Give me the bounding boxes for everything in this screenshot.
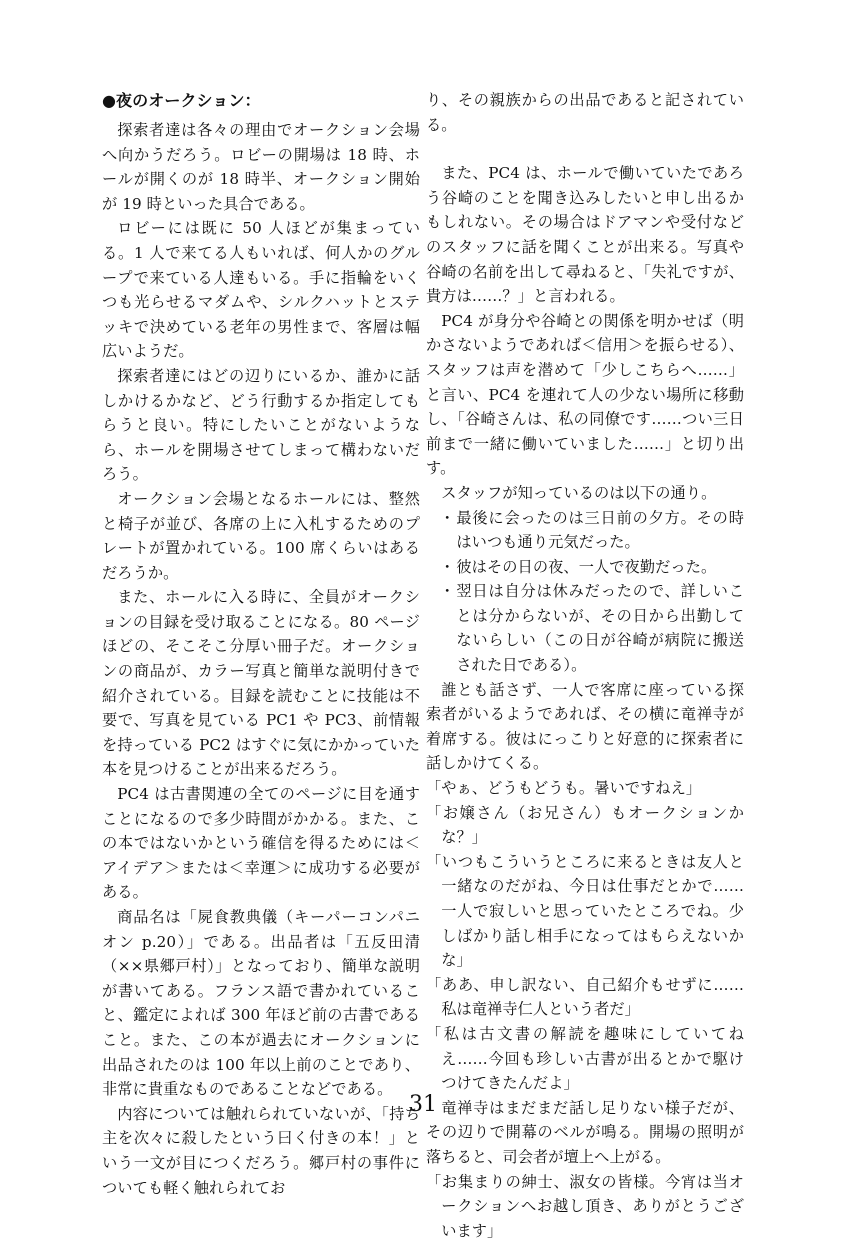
right-column: [426, 88, 744, 1243]
section-heading: ●夜のオークション：: [102, 91, 261, 110]
left-column: [102, 88, 420, 1200]
dialogue-quote: 「お集まりの紳士、淑女の皆様。今宵は当オークションへお越し頂き、ありがとうございます」: [426, 1172, 744, 1240]
dialogue-quote: 「いつもこういうところに来るときは友人と一緒なのだがね、今日は仕事だとかで……一人で寂しいと思っていたところでね。少しばかり話し相手になってはもらえないかな」: [426, 852, 744, 970]
bullet-item: ・ 彼はその日の夜、一人で夜勤だった。: [426, 555, 744, 580]
paragraph: 探索者達にはどの辺りにいるか、誰かに話しかけるかなど、どう行動するか指定してもらうと良い。特にしたいことがないようなら、ホールを開場させてしまって構わないだろう。: [102, 366, 420, 484]
paragraph: PC4 が身分や谷崎との関係を明かせば（明かさないようであれば＜信用＞を振らせる）、スタッフは声を潜めて「少しこちらへ……」と言い、PC4 を連れて人の少ない場所に移動し、「谷崎さんは、私の同僚です……つい三日前まで一緒に働いていました……」と切り出す。: [426, 311, 744, 478]
bullet-item: ・ 翌日は自分は休みだったので、詳しいことは分からないが、その日から出勤してないらしい（この日が谷崎が病院に搬送された日である）。: [426, 579, 744, 677]
paragraph: また、PC4 は、ホールで働いていたであろう谷崎のことを聞き込みしたいと申し出るかもしれない。その場合はドアマンや受付などのスタッフに話を聞くことが出来る。写真や谷崎の名前を出して尋ねると、「失礼ですが、貴方は……？」と言われる。: [426, 164, 744, 306]
bullet-item: ・ 最後に会ったのは三日前の夕方。その時はいつも通り元気だった。: [426, 506, 744, 555]
dialogue-quote: 「やぁ、どうもどうも。暑いですねえ」: [426, 779, 702, 798]
paragraph: また、ホールに入る時に、全員がオークションの目録を受け取ることになる。80 ページほどの、そこそこ分厚い冊子だ。オークションの商品が、カラー写真と簡単な説明付きで紹介されている。目録を読むことに技能は不要で、写真を見ている PC1 や PC3、前情報を持っている PC2 はすぐに気にかかっていた本を見つけることが出来るだろう。: [102, 588, 420, 779]
page-number: 31: [409, 1092, 437, 1117]
paragraph: 竜禅寺はまだまだ話し足りない様子だが、その辺りで開幕のベルが鳴る。開場の照明が落ちると、司会者が壇上へ上がる。: [426, 1098, 744, 1166]
dialogue-quote: 「私は古文書の解読を趣味にしていてねえ……今回も珍しい古書が出るとかで駆けつけてきたんだよ」: [426, 1024, 744, 1093]
paragraph: ロビーには既に 50 人ほどが集まっている。1 人で来てる人もいれば、何人かのグループで来ている人達もいる。手に指輪をいくつも光らせるマダムや、シルクハットとステッキで決めている老年の男性まで、客層は幅広いようだ。: [102, 219, 420, 361]
paragraph: 商品名は「屍食教典儀（キーパーコンパニオン p.20）」である。出品者は「五反田清（××県郷戸村）」となっており、簡単な説明が書いてある。フランス語で書かれていること、鑑定によれば 300 年ほど前の古書であること。また、この本が過去にオークションに出品されたのは 100 年以上前のことであり、非常に貴重なものであることなどである。: [102, 908, 420, 1099]
paragraph: スタッフが知っているのは以下の通り。: [441, 483, 717, 502]
bullet-list: [426, 506, 744, 678]
dialogue-quote: 「ああ、申し訳ない、自己紹介もせずに……私は竜禅寺仁人という者だ」: [426, 975, 744, 1019]
paragraph: 内容については触れられていないが、「持ち主を次々に殺したという曰く付きの本！」という一文が目につくだろう。郷戸村の事件についても軽く触れられてお: [102, 1104, 420, 1197]
paragraph-continued: り、その親族からの出品であると記されている。: [426, 91, 744, 134]
dialogue-quote: 「お嬢さん（お兄さん）もオークションかな？」: [426, 803, 744, 847]
paragraph: 探索者達は各々の理由でオークション会場へ向かうだろう。ロビーの開場は 18 時、ホールが開くのが 18 時半、オークション開始が 19 時といった具合である。: [102, 121, 420, 213]
paragraph: オークション会場となるホールには、整然と椅子が並び、各席の上に入札するためのプレートが置かれている。100 席くらいはあるだろうか。: [102, 489, 420, 582]
paragraph: 誰とも話さず、一人で客席に座っている探索者がいるようであれば、その横に竜禅寺が着席する。彼はにっこりと好意的に探索者に話しかけてくる。: [426, 680, 744, 773]
paragraph: PC4 は古書関連の全てのページに目を通すことになるので多少時間がかかる。また、この本ではないかという確信を得るためには＜アイデア＞または＜幸運＞に成功する必要がある。: [102, 785, 420, 902]
